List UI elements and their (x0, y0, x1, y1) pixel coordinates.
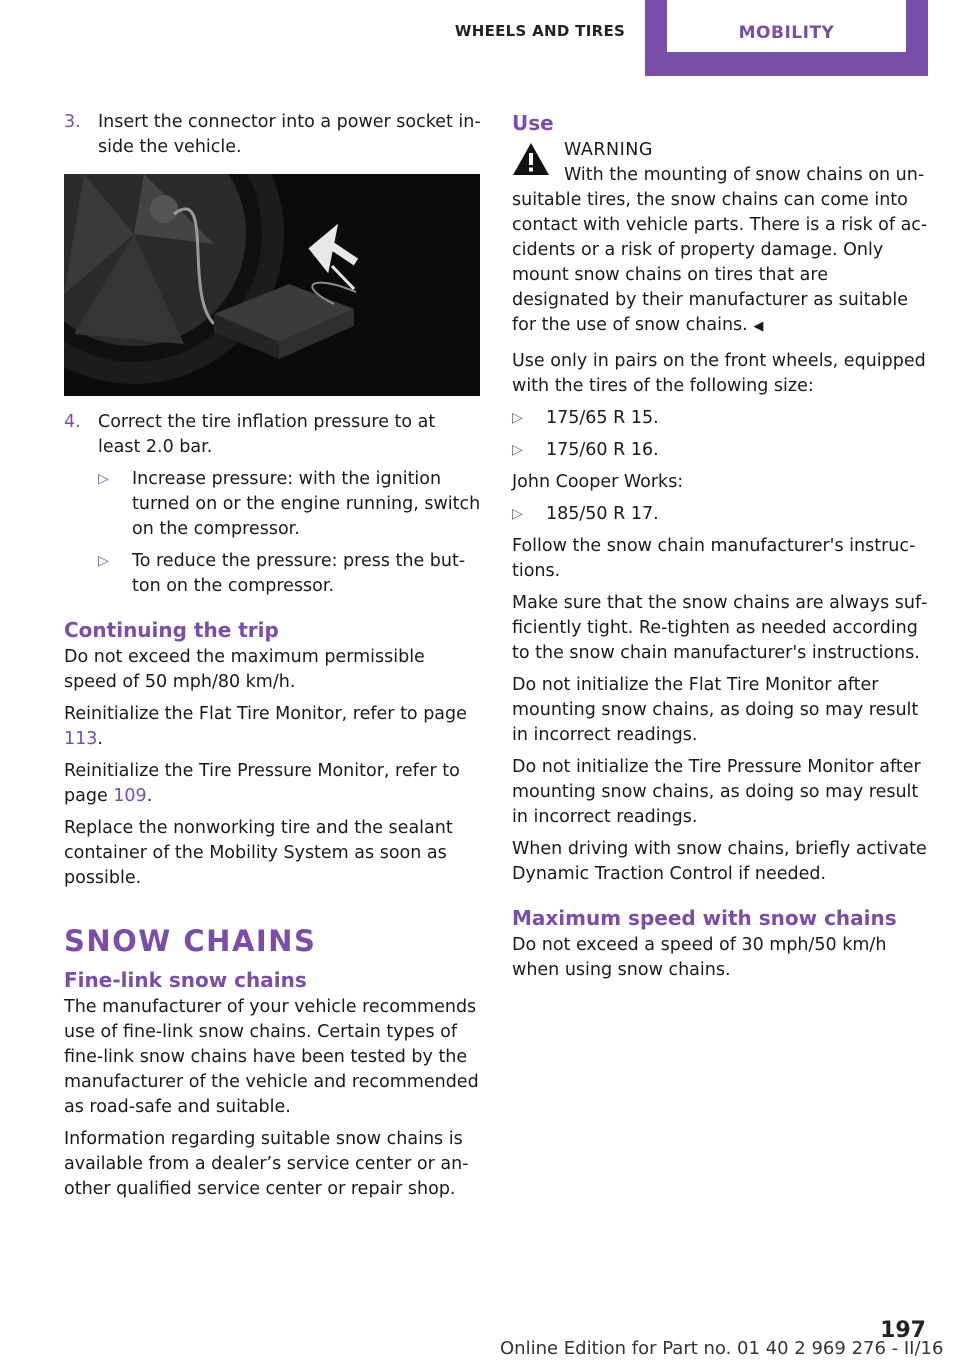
bullet-text: 175/60 R 16. (546, 440, 659, 460)
page-link-113[interactable]: 113 (64, 729, 98, 749)
compressor-photo (64, 174, 480, 396)
paragraph: Do not exceed the maximum permissible speed of 50 mph/80 km/h. (64, 647, 425, 692)
bullet-text: Increase pressure: with the ignition turned on or the engine running, switch on the compressor. (132, 469, 481, 539)
triangle-bullet-icon: ▷ (512, 410, 523, 426)
use-heading: Use (512, 111, 554, 135)
list-item (98, 549, 482, 599)
right-column (512, 110, 930, 990)
header-chapter-label: MOBILITY (667, 0, 906, 52)
bullet-text: 185/50 R 17. (546, 504, 659, 524)
step-number: 4. (64, 412, 81, 432)
step-4 (64, 410, 482, 460)
snow-chains-heading: SNOW CHAINS (64, 924, 317, 958)
paragraph: Reinitialize the Tire Pressure Monitor, refer to page 109. (64, 761, 460, 806)
paragraph: Information regarding suitable snow chains is available from a dealer’s service center or an‐other qualified service center or repair shop. (64, 1129, 469, 1199)
paragraph: Replace the nonworking tire and the sealant container of the Mobility System as soon as possible. (64, 818, 453, 888)
warning-text-rest: suitable tires, the snow chains can come into contact with vehicle parts. There is a risk of ac‐cidents or a risk of property damage. Only mount snow chains on tires that are designated by their manufacturer as suitable for the use of snow chains. (512, 190, 928, 335)
bullet-text: 175/65 R 15. (546, 408, 659, 428)
paragraph-text: Reinitialize the Tire Pressure Monitor, refer to page (64, 761, 460, 806)
paragraph: Make sure that the snow chains are always suf‐ficiently tight. Re-tighten as needed according to the snow chain manufacturer's instructions. (512, 593, 928, 663)
bullet-text: To reduce the pressure: press the but‐ton on the compressor. (132, 551, 466, 596)
page-number: 197 (880, 1318, 926, 1343)
paragraph: Follow the snow chain manufacturer's instruc‐tions. (512, 536, 916, 581)
paragraph: Do not initialize the Tire Pressure Monitor after mounting snow chains, as doing so may result in incorrect readings. (512, 757, 921, 827)
warning-title: WARNING (564, 140, 653, 160)
header-section-title: WHEELS AND TIRES (454, 22, 626, 40)
step-text: Insert the connector into a power socket in‐side the vehicle. (98, 112, 481, 157)
paragraph: Use only in pairs on the front wheels, equipped with the tires of the following size: (512, 351, 926, 396)
paragraph: John Cooper Works: (512, 472, 684, 492)
warning-text-first: With the mounting of snow chains on un‐ (564, 165, 925, 185)
list-item (98, 467, 482, 542)
edition-note: Online Edition for Part no. 01 40 2 969 276 - II/16 (500, 1338, 944, 1359)
paragraph-text: Reinitialize the Flat Tire Monitor, refer to page (64, 704, 467, 724)
step-number: 3. (64, 112, 81, 132)
triangle-bullet-icon: ▷ (98, 553, 109, 569)
footer (0, 1320, 960, 1360)
fine-link-heading: Fine-link snow chains (64, 968, 307, 992)
list-item (512, 438, 930, 463)
left-column (64, 110, 482, 1209)
list-item (512, 406, 930, 431)
warning-text (512, 188, 930, 339)
triangle-bullet-icon: ▷ (512, 506, 523, 522)
max-speed-heading: Maximum speed with snow chains (512, 906, 897, 930)
step-3 (64, 110, 482, 160)
continuing-trip-heading: Continuing the trip (64, 618, 279, 642)
step-text: Correct the tire inflation pressure to at least 2.0 bar. (98, 412, 436, 457)
paragraph: Reinitialize the Flat Tire Monitor, refer to page 113. (64, 704, 467, 749)
paragraph: The manufacturer of your vehicle recommends use of fine-link snow chains. Certain types of fine-link snow chains have been tested by the manufacturer of the vehicle and recommended as road-safe and suitable. (64, 997, 479, 1117)
paragraph: When driving with snow chains, briefly activate Dynamic Traction Control if needed. (512, 839, 927, 884)
end-mark-icon: ◀ (753, 319, 764, 334)
triangle-bullet-icon: ▷ (98, 471, 109, 487)
warning-box (512, 138, 930, 339)
compressor-illustration (64, 174, 480, 396)
step-4-bullets (98, 467, 482, 599)
triangle-bullet-icon: ▷ (512, 442, 523, 458)
page-link-109[interactable]: 109 (113, 786, 147, 806)
paragraph: Do not initialize the Flat Tire Monitor after mounting snow chains, as doing so may result in incorrect readings. (512, 675, 919, 745)
paragraph: Do not exceed a speed of 30 mph/50 km/h when using snow chains. (512, 935, 887, 980)
warning-triangle-icon (512, 142, 550, 176)
list-item (512, 502, 930, 527)
header-chapter-tab (645, 0, 928, 76)
